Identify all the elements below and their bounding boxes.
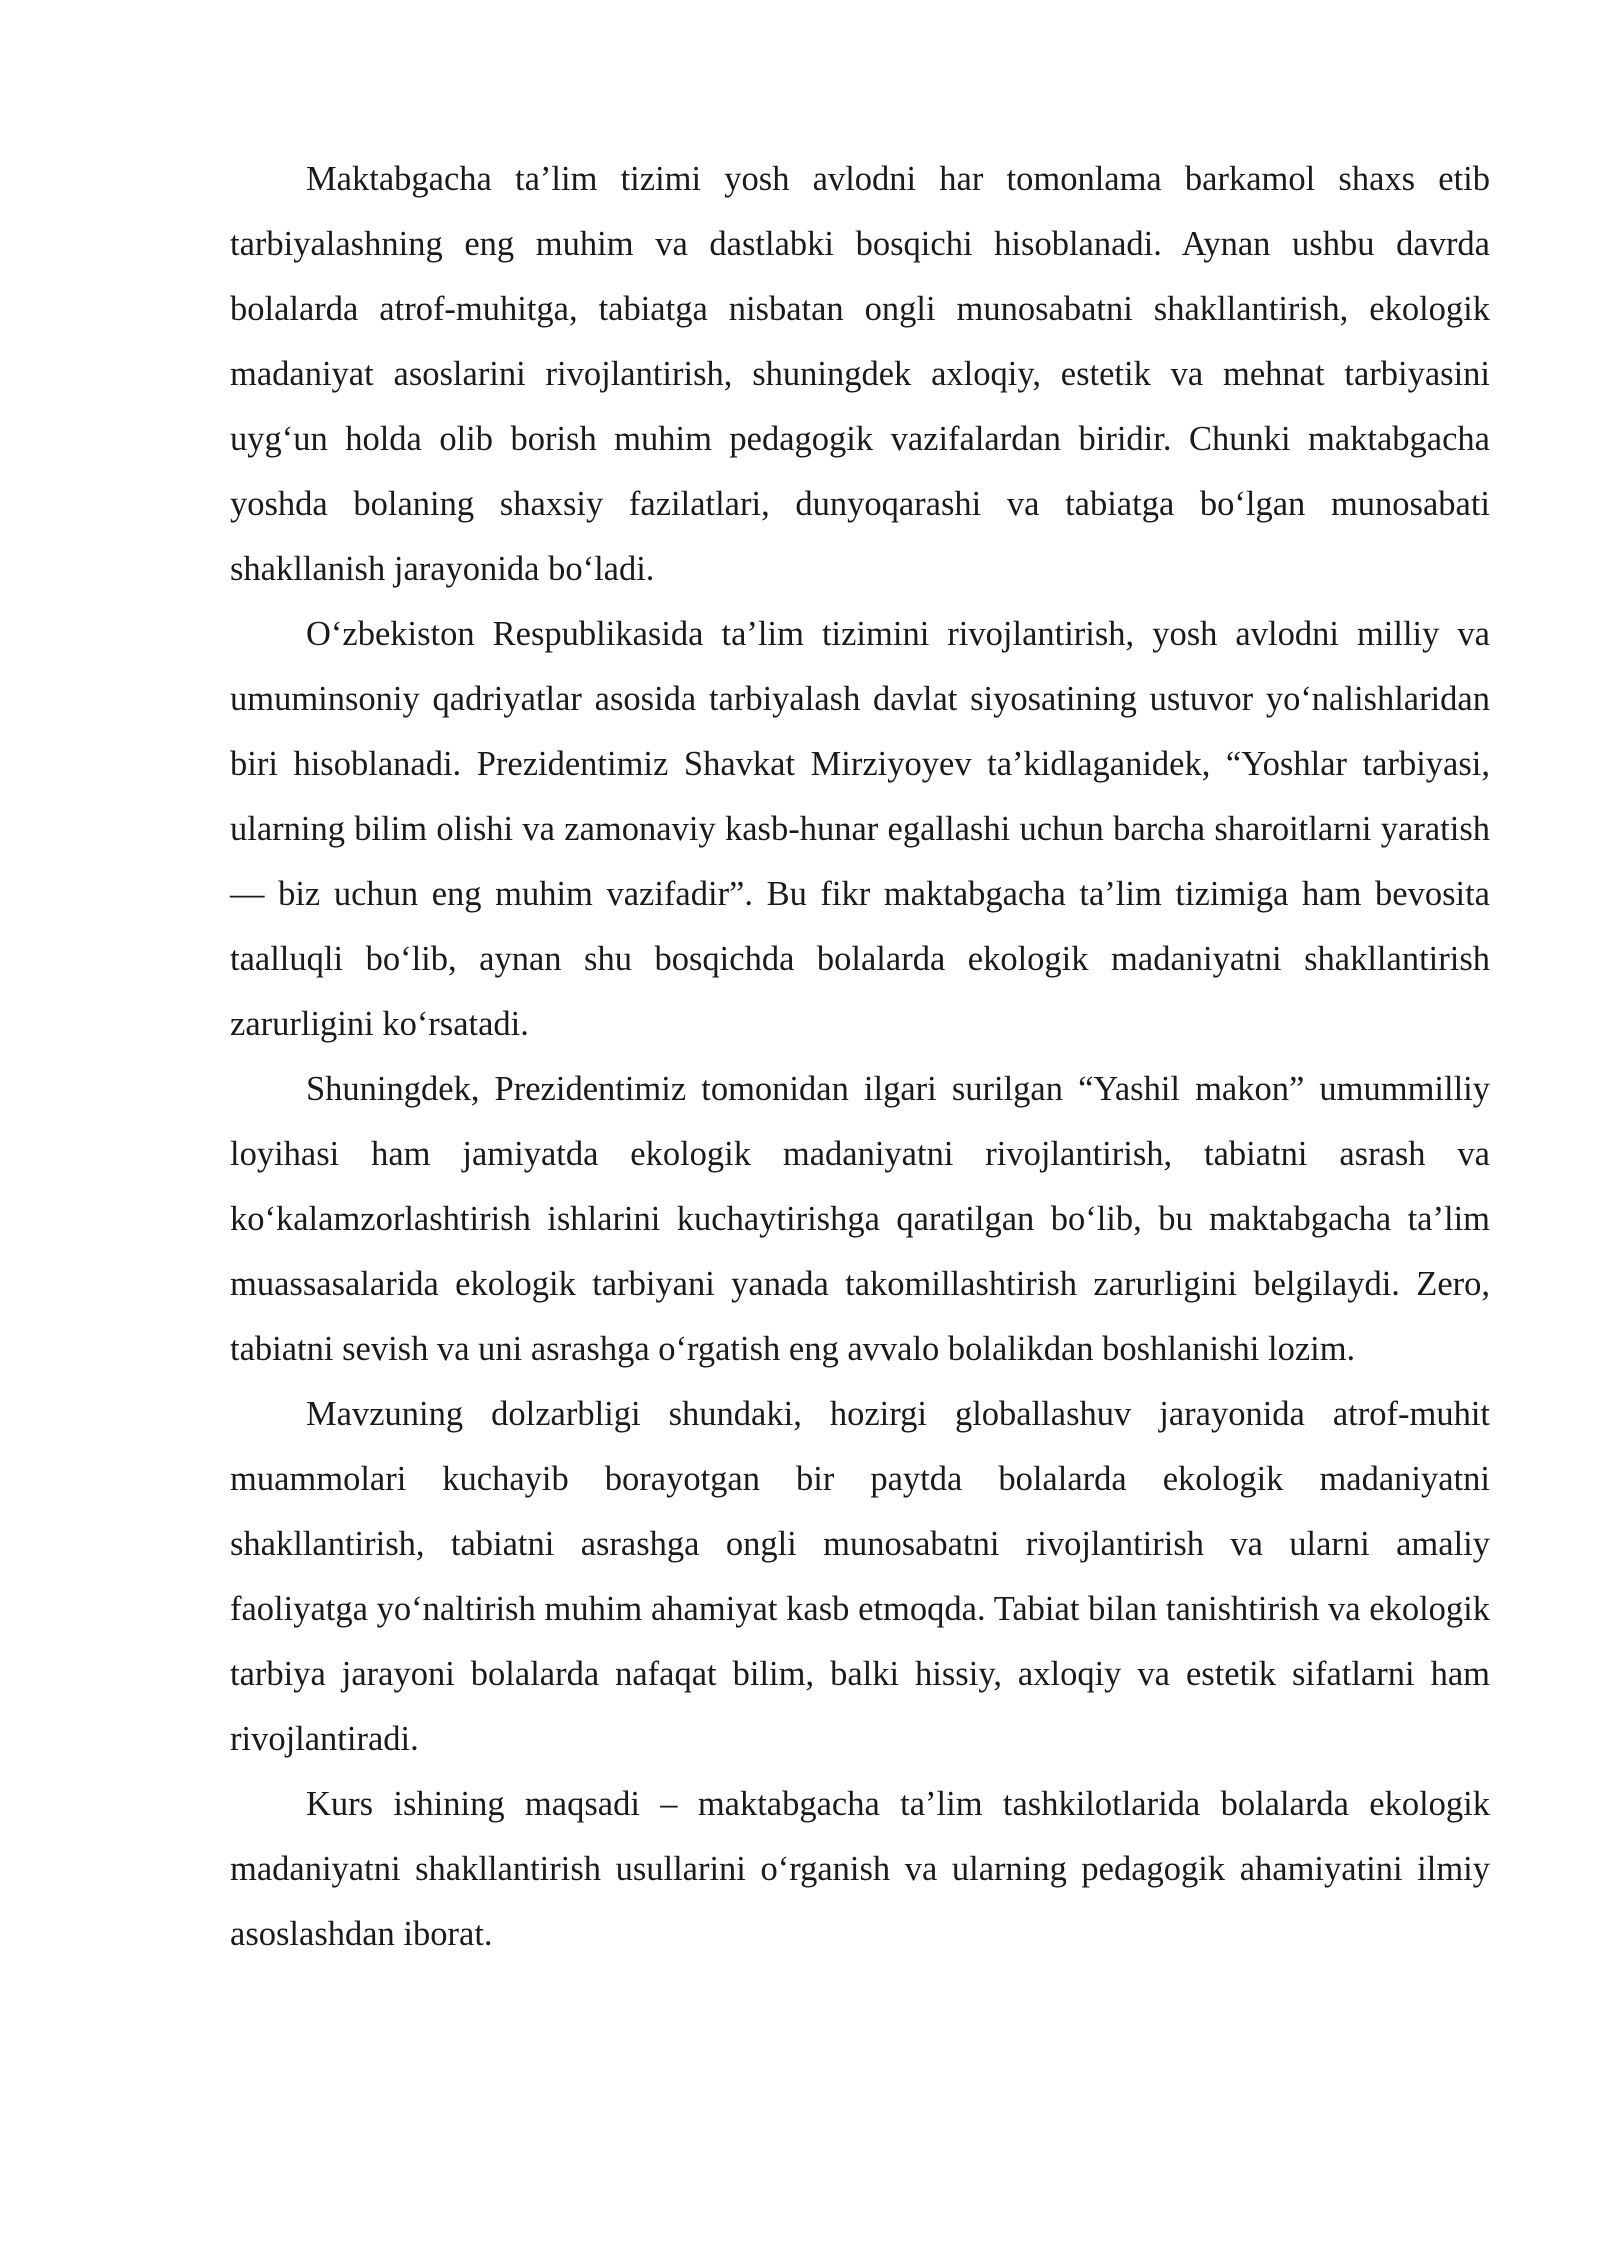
paragraph-2: O‘zbekiston Respublikasida ta’lim tizimini rivojlantirish, yosh avlodni milliy va umuminsoniy qadriyatlar asosida tarbiyalash davlat siyosatining ustuvor yo‘nalishlaridan biri hisoblanadi. Prezidentimiz Shavkat Mirziyoyev ta’kidlaganidek, “Yoshlar tarbiyasi, ularning bilim olishi va zamonaviy kasb-hunar egallashi uchun barcha sharoitlarni yaratish — biz uchun eng muhim vazifadir”. Bu fikr maktabgacha ta’lim tizimiga ham bevosita taalluqli bo‘lib, aynan shu bosqichda bolalarda ekologik madaniyatni shakllantirish zarurligini ko‘rsatadi. — [230, 615, 1490, 1043]
paragraph-3: Shuningdek, Prezidentimiz tomonidan ilgari surilgan “Yashil makon” umummilliy loyihasi ham jamiyatda ekologik madaniyatni rivojlantirish, tabiatni asrash va ko‘kalamzorlashtirish ishlarini kuchaytirishga qaratilgan bo‘lib, bu maktabgacha ta’lim muassasalarida ekologik tarbiyani yanada takomillashtirish zarurligini belgilaydi. Zero, tabiatni sevish va uni asrashga o‘rgatish eng avvalo bolalikdan boshlanishi lozim. — [230, 1070, 1490, 1368]
paragraph-5: Kurs ishining maqsadi – maktabgacha ta’lim tashkilotlarida bolalarda ekologik madaniyatni shakllantirish usullarini o‘rganish va ularning pedagogik ahamiyatini ilmiy asoslashdan iborat. — [230, 1785, 1490, 1953]
paragraph-4: Mavzuning dolzarbligi shundaki, hozirgi globallashuv jarayonida atrof-muhit muammolari kuchayib borayotgan bir paytda bolalarda ekologik madaniyatni shakllantirish, tabiatni asrashga ongli munosabatni rivojlantirish va ularni amaliy faoliyatga yo‘naltirish muhim ahamiyat kasb etmoqda. Tabiat bilan tanishtirish va ekologik tarbiya jarayoni bolalarda nafaqat bilim, balki hissiy, axloqiy va estetik sifatlarni ham rivojlantiradi. — [230, 1395, 1490, 1758]
body-text — [230, 147, 1490, 1967]
paragraph-1: Maktabgacha ta’lim tizimi yosh avlodni har tomonlama barkamol shaxs etib tarbiyalashning eng muhim va dastlabki bosqichi hisoblanadi. Aynan ushbu davrda bolalarda atrof-muhitga, tabiatga nisbatan ongli munosabatni shakllantirish, ekologik madaniyat asoslarini rivojlantirish, shuningdek axloqiy, estetik va mehnat tarbiyasini uyg‘un holda olib borish muhim pedagogik vazifalardan biridir. Chunki maktabgacha yoshda bolaning shaxsiy fazilatlari, dunyoqarashi va tabiatga bo‘lgan munosabati shakllanish jarayonida bo‘ladi. — [230, 160, 1490, 588]
